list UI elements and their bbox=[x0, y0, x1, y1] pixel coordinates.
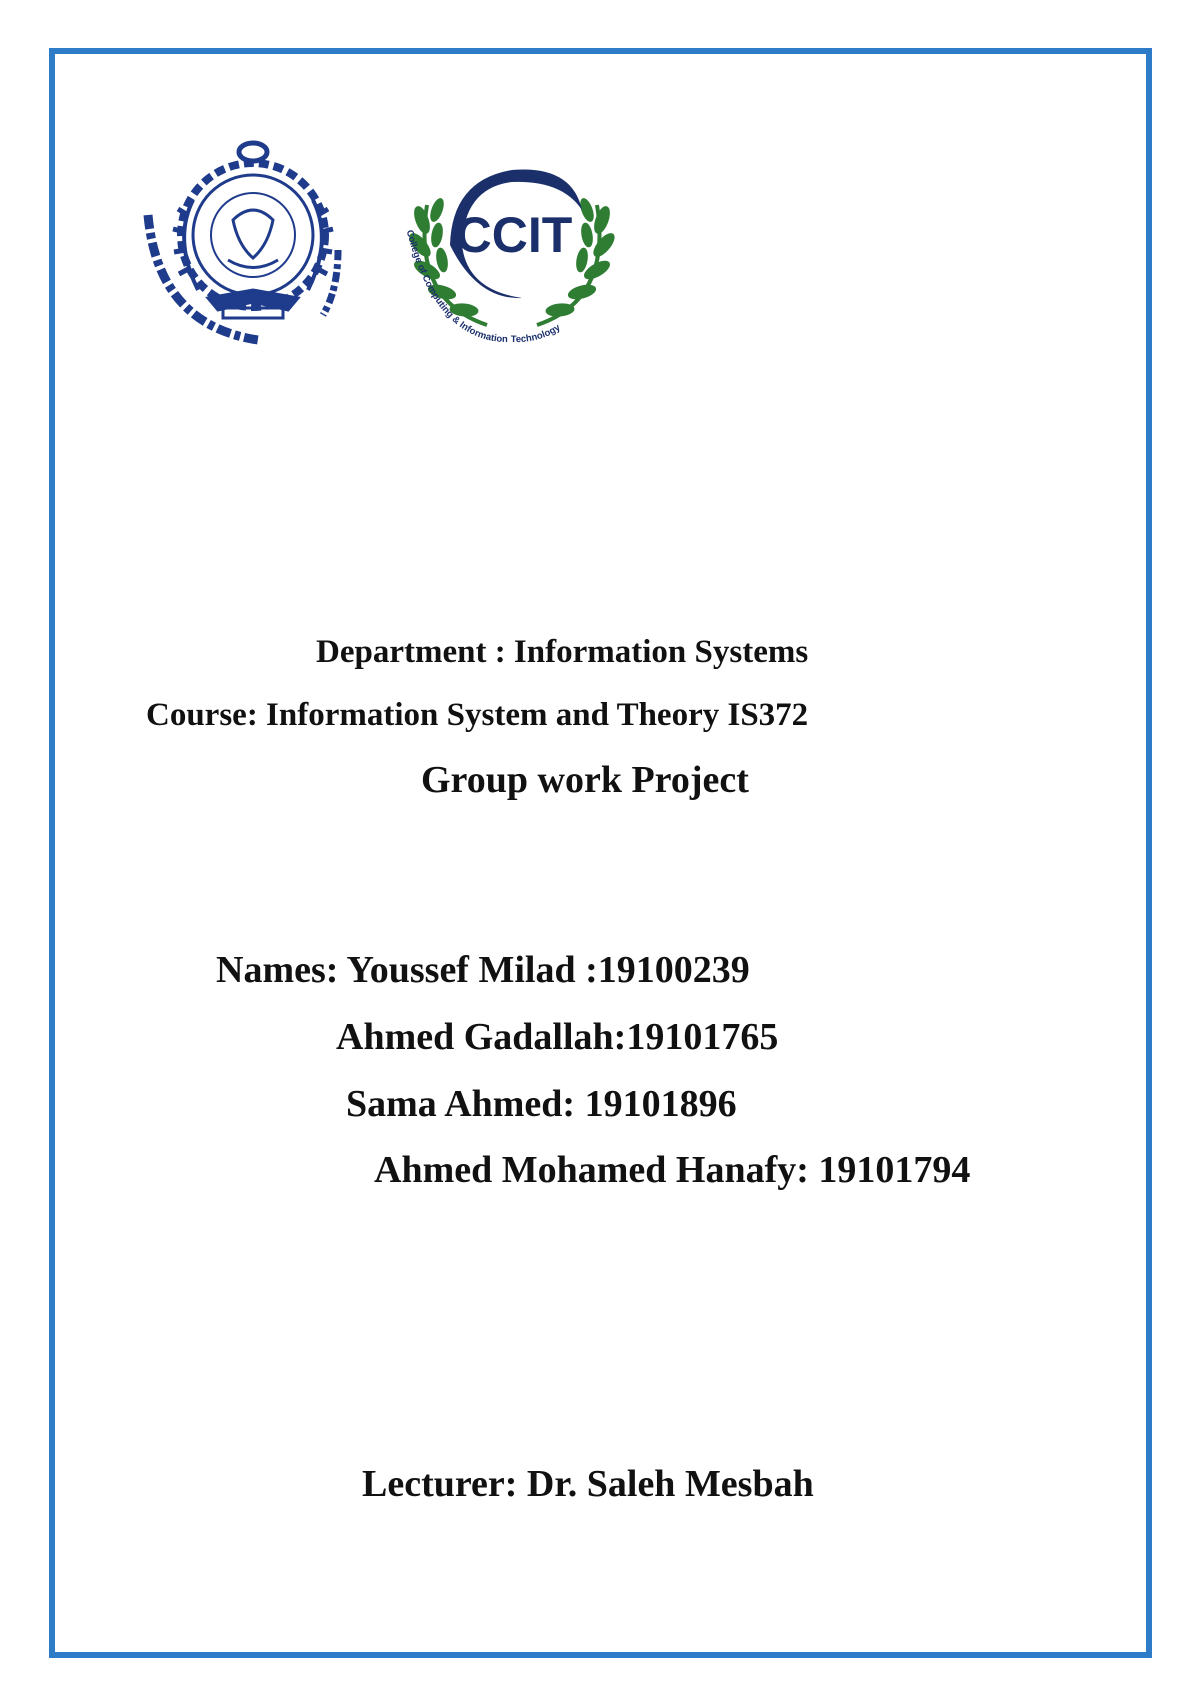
college-logo-text: CCIT bbox=[455, 207, 573, 263]
names-label: Names: bbox=[216, 949, 339, 991]
course-line: Course: Information System and Theory IS372 bbox=[146, 697, 809, 733]
college-logo bbox=[392, 150, 632, 350]
member-line-4: Ahmed Mohamed Hanafy: 19101794 bbox=[374, 1149, 971, 1191]
member-id: 19101765 bbox=[626, 1016, 779, 1058]
department-line: Department : Information Systems bbox=[316, 634, 809, 670]
college-logo-ring-text: College of Computing & Information Technology bbox=[403, 228, 563, 346]
member-id: 19101896 bbox=[584, 1083, 737, 1125]
member-id: 19101794 bbox=[818, 1149, 971, 1191]
member-line-2: Ahmed Gadallah:19101765 bbox=[336, 1016, 779, 1058]
lecturer-line: Lecturer: Dr. Saleh Mesbah bbox=[362, 1463, 814, 1505]
member-name: Ahmed Gadallah bbox=[336, 1016, 614, 1058]
university-logo bbox=[138, 140, 368, 350]
member-line-3: Sama Ahmed: 19101896 bbox=[346, 1083, 737, 1125]
member-line-1: Names: Youssef Milad :19100239 bbox=[216, 949, 750, 991]
project-type-heading: Group work Project bbox=[421, 759, 749, 801]
member-name: Youssef Milad bbox=[346, 949, 576, 991]
member-name: Sama Ahmed bbox=[346, 1083, 563, 1125]
member-id: 19100239 bbox=[597, 949, 750, 991]
member-name: Ahmed Mohamed Hanafy bbox=[374, 1149, 797, 1191]
